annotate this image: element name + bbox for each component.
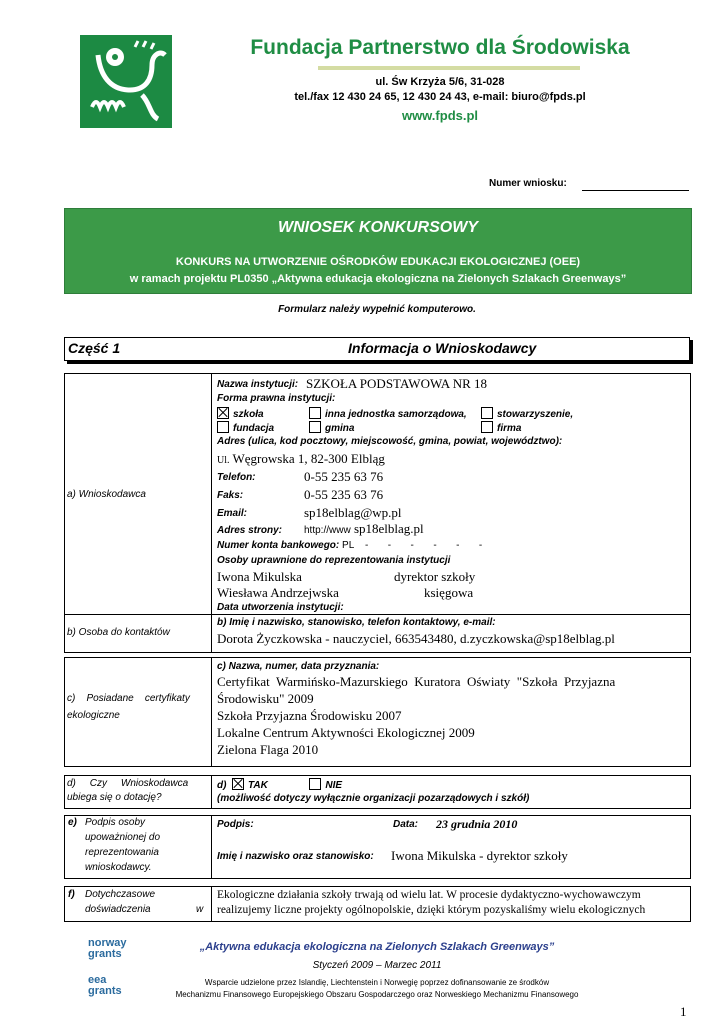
checkbox-icon[interactable] <box>481 421 493 433</box>
legal-form-option-inna[interactable]: inna jednostka samorządowa, <box>309 407 467 420</box>
label-column <box>65 374 212 652</box>
grant-note: (możliwość dotyczy wyłącznie organizacji pozarządowych i szkół) <box>217 793 530 804</box>
form-title: WNIOSEK KONKURSOWY <box>278 219 478 236</box>
checkbox-icon[interactable] <box>481 407 493 419</box>
certificate-line[interactable]: Certyfikat Warmińsko-Mazurskiego Kuratora Oświaty "Szkoła Przyjazna <box>217 674 616 689</box>
grant-table <box>64 775 691 809</box>
section-e-label: Podpis osoby <box>85 817 146 828</box>
project-name: w ramach projektu PL0350 „Aktywna edukacja ekologiczna na Zielonych Szlakach Greenways” <box>129 273 627 285</box>
footer-period: Styczeń 2009 – Marzec 2011 <box>312 960 442 971</box>
checkbox-icon[interactable] <box>309 407 321 419</box>
contact-value[interactable]: Dorota Życzkowska - nauczyciel, 663543480, d.zyczkowska@sp18elblag.pl <box>217 631 615 646</box>
institution-label: Nazwa instytucji: <box>217 379 299 390</box>
application-number-label: Numer wniosku: <box>489 178 567 189</box>
row-divider <box>211 614 690 615</box>
bank-value[interactable]: PL - - - - - - <box>342 540 483 551</box>
section-e-prefix: e) <box>68 817 77 828</box>
fax-label: Faks: <box>217 490 244 501</box>
experience-table <box>64 886 691 922</box>
bank-label: Numer konta bankowego: PL - - - - - - <box>217 540 483 551</box>
grant-option-yes[interactable]: TAK <box>248 780 268 791</box>
footer-project: „Aktywna edukacja ekologiczna na Zielonych Szlakach Greenways” <box>199 941 555 953</box>
form-banner <box>64 208 692 294</box>
signature-label: Podpis: <box>217 819 254 830</box>
grant-options: d) TAK NIE <box>217 780 343 791</box>
date-label: Data: <box>393 819 419 830</box>
org-contact: tel./fax 12 430 24 65, 12 430 24 43, e-mail: biuro@fpds.pl <box>294 91 586 103</box>
reps-label: Osoby uprawnione do reprezentowania instytucji <box>217 555 451 566</box>
website-value[interactable]: http://www sp18elblag.pl <box>304 521 424 536</box>
certificate-line[interactable]: Środowisku" 2009 <box>217 691 314 706</box>
section-d-label-line2: ubiega się o dotację? <box>67 792 162 803</box>
norway-grants-logo: norway grants <box>88 937 127 960</box>
legal-form-option-fundacja[interactable]: fundacja <box>217 421 274 434</box>
org-address: ul. Św Krzyża 5/6, 31-028 <box>375 76 505 88</box>
section-e-label: wnioskodawcy. <box>85 862 152 873</box>
label-column <box>65 658 212 766</box>
rep-2-role[interactable]: księgowa <box>424 585 474 600</box>
part-number: Część 1 <box>68 340 121 356</box>
checkbox-icon[interactable] <box>309 421 321 433</box>
org-name: Fundacja Partnerstwo dla Środowiska <box>250 36 630 59</box>
footer-support-line1: Wsparcie udzielone przez Islandię, Liechtenstein i Norwegię poprzez dofinansowanie ze środków <box>204 978 550 987</box>
certificate-line[interactable]: Lokalne Centrum Aktywności Ekologicznej 2009 <box>217 725 475 740</box>
checkbox-checked-icon[interactable] <box>232 778 244 790</box>
certificates-field-label: c) Nazwa, numer, data przyznania: <box>217 661 380 672</box>
address-value[interactable]: Ul. Węgrowska 1, 82-300 Elbląg <box>217 451 385 466</box>
email-value[interactable]: sp18elblag@wp.pl <box>304 505 402 520</box>
certificates-table <box>64 657 691 767</box>
founded-label: Data utworzenia instytucji: <box>217 602 344 613</box>
applicant-table <box>64 373 691 653</box>
eea-grants-logo: eea grants <box>88 974 122 997</box>
rep-2-name[interactable]: Wiesława Andrzejwska <box>217 585 339 600</box>
rep-1-name[interactable]: Iwona Mikulska <box>217 569 302 584</box>
footer-support-line2: Mechanizmu Finansowego Europejskiego Obszaru Gospodarczego oraz Norweskiego Mechanizmu Finansowego <box>175 990 579 999</box>
section-f-prefix: f) <box>68 889 75 900</box>
grant-option-no[interactable]: NIE <box>325 780 343 791</box>
legal-form-option-stowarzyszenie[interactable]: stowarzyszenie, <box>481 407 573 420</box>
section-c-label-line1: c) Posiadane certyfikaty <box>67 693 190 704</box>
certificate-line[interactable]: Zielona Flaga 2010 <box>217 742 319 757</box>
section-e-label: upoważnionej do <box>85 832 161 843</box>
email-label: Email: <box>217 508 248 519</box>
experience-text-line2[interactable]: realizujemy liczne projekty ogólnopolskie, dzięki którym pozyskaliśmy wielu ekologicznych <box>217 904 646 916</box>
section-b-label: b) Osoba do kontaktów <box>67 627 170 638</box>
address-label: Adres (ulica, kod pocztowy, miejscowość, gmina, powiat, województwo): <box>217 436 563 447</box>
section-a-label: a) Wnioskodawca <box>67 489 146 500</box>
application-number-field[interactable] <box>582 190 689 191</box>
phone-value[interactable]: 0-55 235 63 76 <box>304 469 384 484</box>
experience-text-line1[interactable]: Ekologiczne działania szkoły trwają od wielu lat. W procesie dydaktyczno-wychowawczym <box>217 889 641 901</box>
section-e-label: reprezentowania <box>85 847 159 858</box>
checkbox-checked-icon[interactable] <box>217 407 229 419</box>
section-c-label-line2: ekologiczne <box>67 710 120 721</box>
section-f-label-line2: doświadczenia <box>85 904 151 915</box>
checkbox-icon[interactable] <box>309 778 321 790</box>
rep-1-role[interactable]: dyrektor szkoły <box>394 569 476 584</box>
signer-value[interactable]: Iwona Mikulska - dyrektor szkoły <box>391 848 568 863</box>
label-column <box>65 887 212 921</box>
section-f-label-line1: Dotychczasowe <box>85 889 156 900</box>
date-value[interactable]: 23 grudnia 2010 <box>436 817 518 831</box>
section-d-label-line1: d) Czy Wnioskodawca <box>67 778 189 789</box>
part-title: Informacja o Wnioskodawcy <box>348 340 537 356</box>
page-number: 1 <box>680 1004 687 1019</box>
fax-value[interactable]: 0-55 235 63 76 <box>304 487 384 502</box>
foundation-logo <box>80 35 172 128</box>
section-f-label-line2-end: w <box>196 904 204 915</box>
foundation-logo-icon <box>80 35 172 128</box>
signer-label: Imię i nazwisko oraz stanowisko: <box>217 851 374 862</box>
institution-value[interactable]: SZKOŁA PODSTAWOWA NR 18 <box>306 376 488 391</box>
label-column <box>65 816 212 878</box>
contact-field-label: b) Imię i nazwisko, stanowisko, telefon kontaktowy, e-mail: <box>217 617 496 628</box>
org-website[interactable]: www.fpds.pl <box>401 108 479 123</box>
legal-form-option-gmina[interactable]: gmina <box>309 421 354 434</box>
label-column <box>65 776 212 808</box>
checkbox-icon[interactable] <box>217 421 229 433</box>
legal-form-label: Forma prawna instytucji: <box>217 393 336 404</box>
part-header <box>64 337 690 361</box>
contest-name: KONKURS NA UTWORZENIE OŚRODKÓW EDUKACJI EKOLOGICZNEJ (OEE) <box>175 256 581 268</box>
legal-form-option-szkola[interactable]: szkoła <box>217 407 264 420</box>
row-divider-left <box>65 614 211 615</box>
form-note: Formularz należy wypełnić komputerowo. <box>278 304 476 315</box>
legal-form-option-firma[interactable]: firma <box>481 421 521 434</box>
org-underline <box>318 66 580 70</box>
certificate-line[interactable]: Szkoła Przyjazna Środowisku 2007 <box>217 708 402 723</box>
signature-table <box>64 815 691 879</box>
phone-label: Telefon: <box>217 472 256 483</box>
website-label: Adres strony: <box>217 525 283 536</box>
